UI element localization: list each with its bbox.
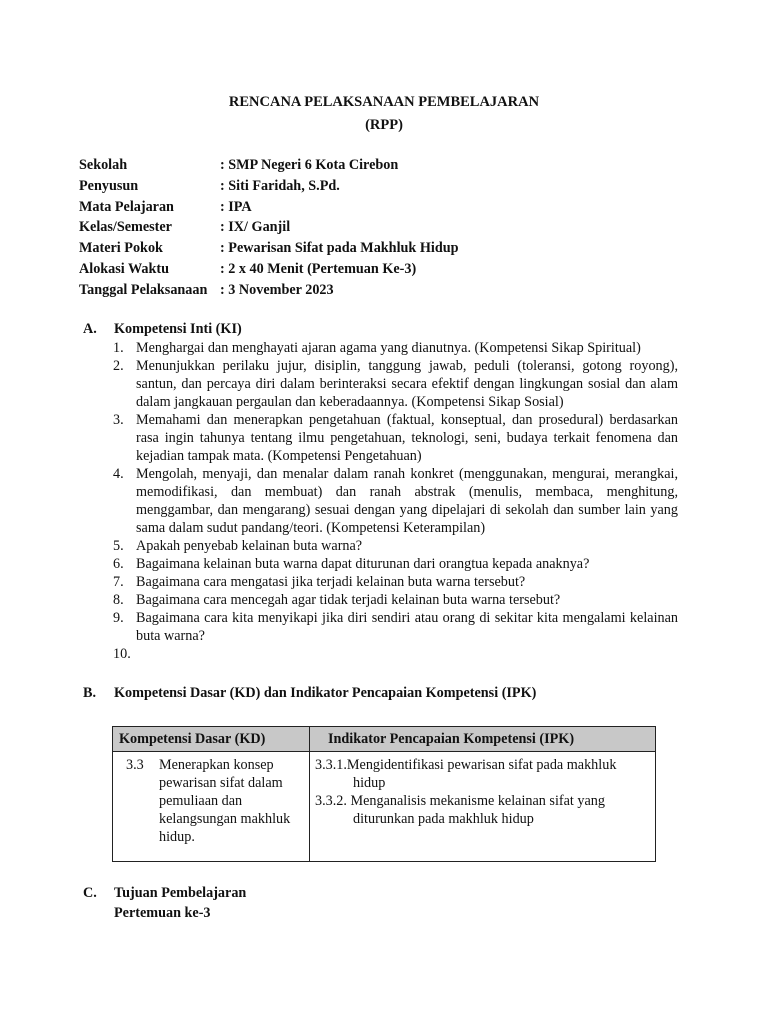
list-item: 5. Apakah penyebab kelainan buta warna? [113,538,363,554]
ipk-item: 3.3.1. Mengidentifikasi pewarisan sifat pada makhluk [315,757,617,773]
info-row-penyusun: Penyusun : Siti Faridah, S.Pd. [79,177,340,194]
info-row-tanggal: Tanggal Pelaksanaan : 3 November 2023 [79,281,334,298]
list-item: 2. Menunjukkan perilaku jujur, disiplin, tanggung jawab, peduli (toleransi, gotong royong), santun, dan percaya diri dalam berinteraksi secara efektif dengan lingkungan sosial dan alam dalam jangkauan pergaulan dan keberadaannya. (Kompetensi Sikap Sosial) [113,358,678,410]
list-item: 10. [113,646,131,662]
list-item: 3. Memahami dan menerapkan pengetahuan (faktual, konseptual, dan prosedural) berdasarkan rasa ingin tahunya tentang ilmu pengetahuan, teknologi, seni, budaya terkait fenomena dan kejadian tampak mata. (Kompetensi Pengetahuan) [113,412,678,464]
ipk-item: 3.3.2. Menganalisis mekanisme kelainan sifat yang [315,793,605,809]
list-item: 9. Bagaimana cara kita menyikapi jika diri sendiri atau orang di sekitar kita mengalami kelainan buta warna? [113,610,678,644]
kd-cell [113,752,310,861]
ipk-cell: 3.3.1. Mengidentifikasi pewarisan sifat pada makhluk hidup 3.3.2. Menganalisis mekanisme kelainan sifat yang diturunkan pada makhluk hidup [310,752,655,861]
table-header-row [113,727,655,752]
info-row-mata-pelajaran: Mata Pelajaran : IPA [79,198,252,215]
kd-text: Menerapkan konsep pewarisan sifat dalam pemuliaan dan kelangsungan makhluk hidup. [159,757,291,845]
list-item: 4. Mengolah, menyaji, dan menalar dalam ranah konkret (menggunakan, mengurai, merangkai, memodifikasi, dan membuat) dan ranah abstrak (menulis, membaca, menghitung, menggambar, dan mengarang) sesuai dengan yang dipelajari di sekolah dan sumber lain yang sama dalam sudut pandang/teori. (Kompetensi Keterampilan) [113,466,678,536]
list-item: 1. Menghargai dan menghayati ajaran agama yang dianutnya. (Kompetensi Sikap Spiritual) [113,340,641,356]
header-kd: Kompetensi Dasar (KD) [113,727,310,751]
info-row-alokasi-waktu: Alokasi Waktu : 2 x 40 Menit (Pertemuan Ke-3) [79,260,417,277]
list-item: 8. Bagaimana cara mencegah agar tidak terjadi kelainan buta warna tersebut? [113,592,561,608]
info-row-materi-pokok: Materi Pokok : Pewarisan Sifat pada Makhluk Hidup [79,240,459,257]
kd-number: 3.3 [126,757,144,773]
info-row-kelas-semester: Kelas/Semester : IX/ Ganjil [79,219,291,236]
kd-ipk-table [112,726,656,862]
section-b-heading: B. Kompetensi Dasar (KD) dan Indikator Pencapaian Kompetensi (IPK) [83,685,537,701]
document-title: RENCANA PELAKSANAAN PEMBELAJARAN [228,94,540,110]
section-c-subtitle: Pertemuan ke-3 [114,905,211,921]
info-row-sekolah: Sekolah : SMP Negeri 6 Kota Cirebon [79,157,399,173]
list-item: 6. Bagaimana kelainan buta warna dapat diturunan dari orangtua kepada anaknya? [113,556,590,572]
section-a-heading: A. Kompetensi Inti (KI) [83,321,242,337]
kompetensi-inti-list [113,339,678,663]
header-ipk: Indikator Pencapaian Kompetensi (IPK) [328,731,575,747]
section-c-heading: C. Tujuan Pembelajaran [83,885,247,901]
document-subtitle: (RPP) [365,117,403,133]
table-row [113,752,655,861]
identity-block [79,155,459,301]
list-item: 7. Bagaimana cara mengatasi jika terjadi kelainan buta warna tersebut? [113,574,526,590]
